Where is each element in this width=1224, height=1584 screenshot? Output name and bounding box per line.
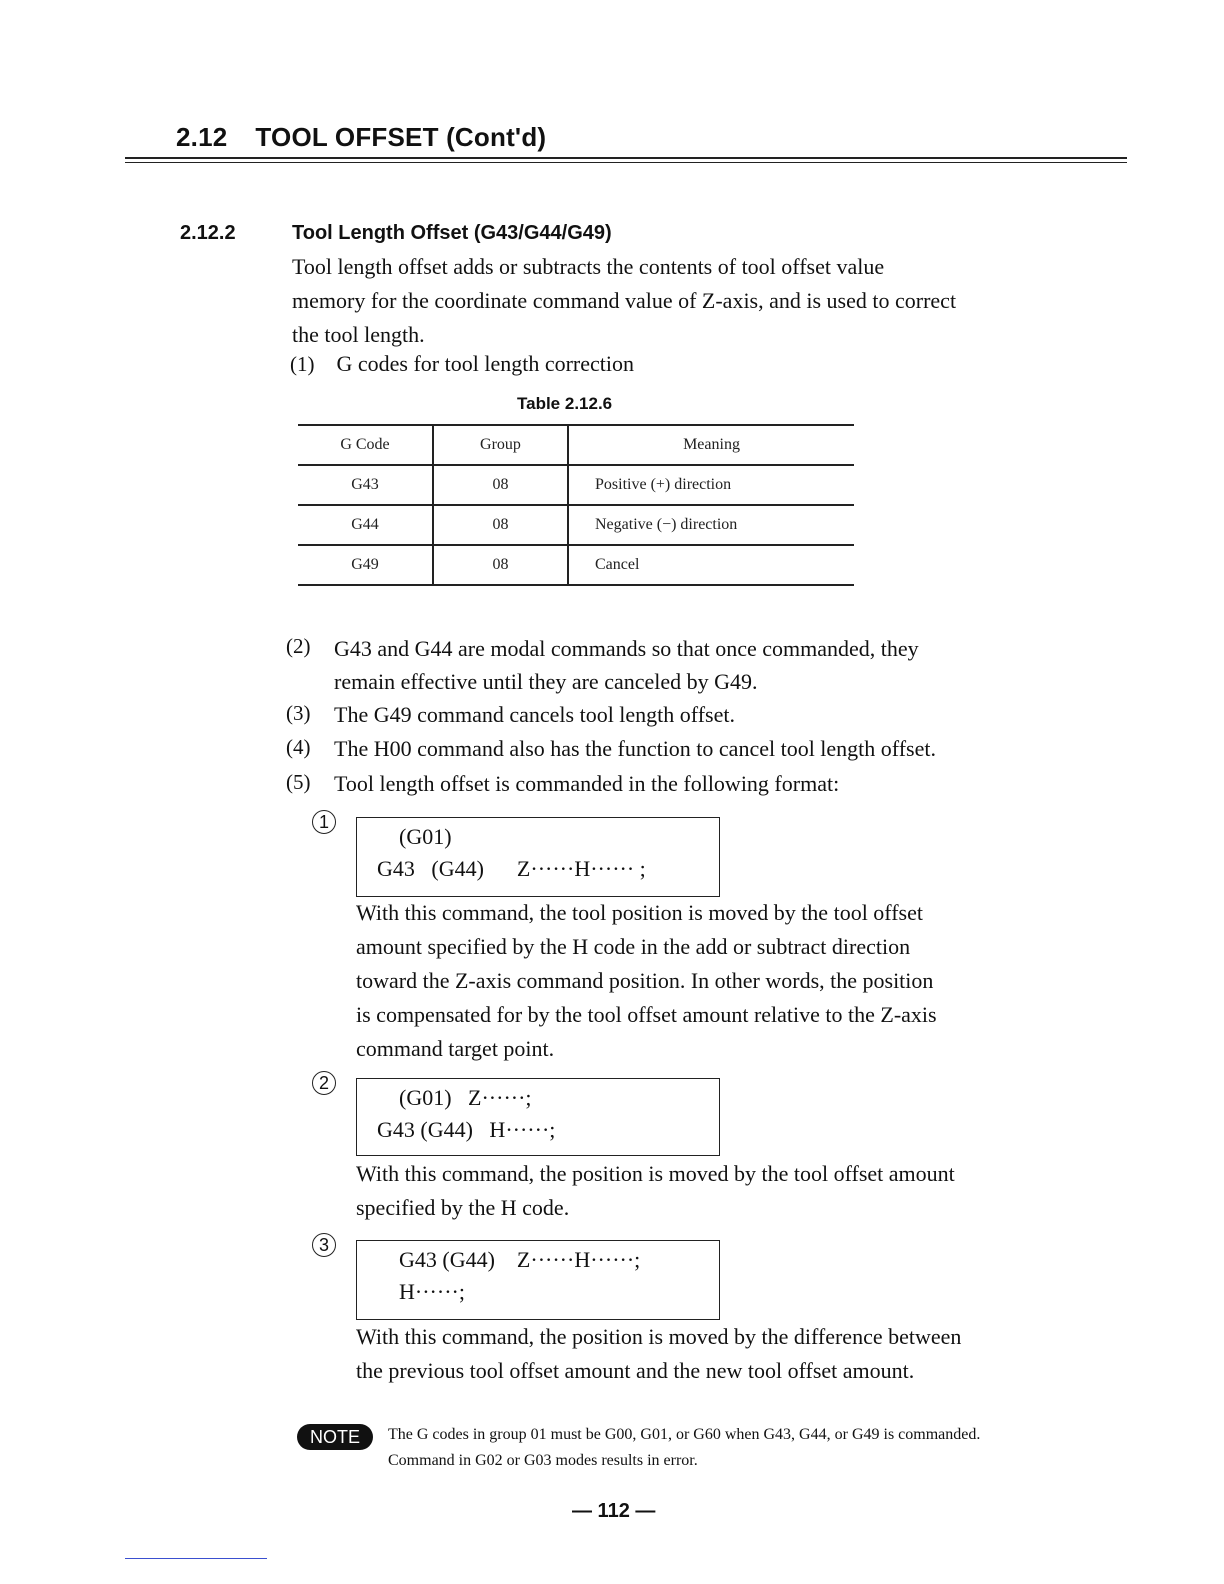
cell-gcode: G49 (298, 545, 433, 585)
code-line: (G01) (399, 824, 452, 849)
note-text (388, 1422, 1088, 1474)
table-row (298, 465, 854, 505)
item-number: (5) (286, 770, 311, 794)
code-box-3 (356, 1240, 720, 1320)
note-line: The G codes in group 01 must be G00, G01, or G60 when G43, G44, or G49 is commanded. (388, 1426, 981, 1443)
format-3-description (356, 1320, 1070, 1388)
list-item-4: The H00 command also has the function to cancel tool length offset. (334, 736, 936, 761)
item-number: (2) (286, 634, 311, 658)
header-title: TOOL OFFSET (Cont'd) (255, 122, 547, 152)
desc-line: amount specified by the H code in the add or subtract direction (356, 934, 911, 959)
desc-line: specified by the H code. (356, 1195, 570, 1220)
code-line: H······; (399, 1279, 465, 1304)
cell-gcode: G43 (298, 465, 433, 505)
table-caption: Table 2.12.6 (517, 394, 613, 413)
section-number: 2.12.2 (180, 222, 236, 244)
cell-group: 08 (433, 545, 568, 585)
table-header-row (298, 425, 854, 465)
cell-meaning: Cancel (568, 545, 854, 585)
desc-line: With this command, the position is moved by the tool offset amount (356, 1161, 955, 1186)
table-row (298, 505, 854, 545)
cell-meaning: Positive (+) direction (568, 465, 854, 505)
code-line: G43 (G44) H······; (377, 1117, 556, 1142)
header-section-number: 2.12 (176, 122, 228, 152)
format-2-description (356, 1157, 1070, 1225)
desc-line: toward the Z-axis command position. In other words, the position (356, 968, 934, 993)
desc-line: With this command, the tool position is moved by the tool offset (356, 900, 923, 925)
list-item-1 (290, 351, 634, 377)
cell-group: 08 (433, 505, 568, 545)
header-rule-bottom (125, 162, 1127, 163)
desc-line: command target point. (356, 1036, 555, 1061)
note-badge: NOTE (297, 1424, 373, 1450)
cell-gcode: G44 (298, 505, 433, 545)
code-line: G43 (G44) Z······H······; (399, 1247, 641, 1272)
cell-meaning: Negative (−) direction (568, 505, 854, 545)
item-number: (1) (290, 352, 315, 376)
column-header-meaning: Meaning (568, 425, 854, 465)
item-line: G43 and G44 are modal commands so that once commanded, they (334, 636, 919, 661)
item-text: G codes for tool length correction (336, 351, 635, 376)
item-number: (3) (286, 701, 311, 725)
code-box-2 (356, 1078, 720, 1156)
header-rule-top (125, 157, 1127, 159)
list-item-2 (334, 632, 1074, 698)
intro-line: the tool length. (292, 322, 425, 347)
section-title: Tool Length Offset (G43/G44/G49) (292, 222, 612, 244)
format-1-description (356, 896, 1070, 1066)
note-line: Command in G02 or G03 modes results in error. (388, 1452, 698, 1469)
list-item-5: Tool length offset is commanded in the following format: (334, 771, 840, 796)
circled-number-2: 2 (312, 1071, 336, 1095)
code-line: (G01) Z······; (399, 1085, 532, 1110)
circled-number-3: 3 (312, 1233, 336, 1257)
list-item-3: The G49 command cancels tool length offset. (334, 702, 735, 727)
intro-line: Tool length offset adds or subtracts the contents of tool offset value (292, 254, 885, 279)
page-number: — 112 — (572, 1500, 656, 1522)
intro-line: memory for the coordinate command value of Z-axis, and is used to correct (292, 288, 957, 313)
bottom-rule (125, 1558, 267, 1559)
g-code-table (298, 424, 854, 586)
desc-line: is compensated for by the tool offset amount relative to the Z-axis (356, 1002, 937, 1027)
column-header-gcode: G Code (298, 425, 433, 465)
page-header (176, 122, 546, 153)
cell-group: 08 (433, 465, 568, 505)
code-box-1 (356, 817, 720, 897)
desc-line: With this command, the position is moved by the difference between (356, 1324, 962, 1349)
desc-line: the previous tool offset amount and the new tool offset amount. (356, 1358, 915, 1383)
item-line: remain effective until they are canceled by G49. (334, 669, 758, 694)
column-header-group: Group (433, 425, 568, 465)
intro-paragraph (292, 250, 1082, 352)
code-line: G43 (G44) Z······H······ ; (377, 856, 646, 881)
table-row (298, 545, 854, 585)
item-number: (4) (286, 735, 311, 759)
circled-number-1: 1 (312, 810, 336, 834)
